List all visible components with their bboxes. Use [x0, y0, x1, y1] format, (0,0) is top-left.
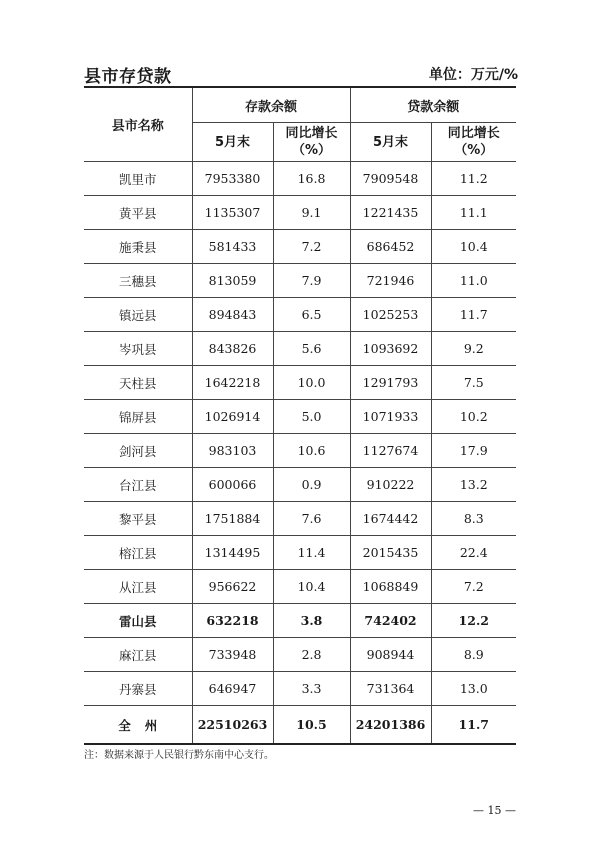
loan-yoy-cell: 11.0: [431, 264, 516, 298]
loan-balance-cell: 1291793: [350, 366, 431, 400]
yoy-unit: （%）: [454, 143, 494, 158]
county-name-cell: 岑巩县: [84, 332, 192, 366]
deposit-balance-cell: 22510263: [192, 706, 273, 745]
total-row: [84, 706, 516, 745]
table-row: [84, 536, 516, 570]
deposit-yoy-cell: 6.5: [273, 298, 350, 332]
loan-yoy-cell: 17.9: [431, 434, 516, 468]
table-row: [84, 162, 516, 196]
table-row: [84, 570, 516, 604]
county-name-cell: 天柱县: [84, 366, 192, 400]
loan-yoy-cell: 9.2: [431, 332, 516, 366]
county-name-cell: 剑河县: [84, 434, 192, 468]
header-deposit-group: 存款余额: [192, 87, 350, 123]
loan-balance-cell: 1674442: [350, 502, 431, 536]
deposit-loan-table: [84, 86, 516, 745]
deposit-yoy-cell: 7.2: [273, 230, 350, 264]
table-row: [84, 502, 516, 536]
table-row: [84, 332, 516, 366]
loan-balance-cell: 686452: [350, 230, 431, 264]
header-loan-group: 贷款余额: [350, 87, 516, 123]
loan-balance-cell: 742402: [350, 604, 431, 638]
deposit-yoy-cell: 5.0: [273, 400, 350, 434]
header-row-groups: [84, 87, 516, 123]
county-name-cell: 锦屏县: [84, 400, 192, 434]
source-note: 注：数据来源于人民银行黔东南中心支行。: [84, 750, 274, 761]
county-name-cell: 凯里市: [84, 162, 192, 196]
loan-balance-cell: 1068849: [350, 570, 431, 604]
deposit-yoy-cell: 3.3: [273, 672, 350, 706]
county-name-cell: 从江县: [84, 570, 192, 604]
loan-yoy-cell: 13.0: [431, 672, 516, 706]
loan-yoy-cell: 12.2: [431, 604, 516, 638]
loan-balance-cell: 910222: [350, 468, 431, 502]
county-name-cell: 台江县: [84, 468, 192, 502]
yoy-label: 同比增长: [447, 126, 500, 141]
loan-balance-cell: 731364: [350, 672, 431, 706]
deposit-yoy-cell: 3.8: [273, 604, 350, 638]
table-row: [84, 196, 516, 230]
deposit-balance-cell: 1642218: [192, 366, 273, 400]
loan-balance-cell: 7909548: [350, 162, 431, 196]
loan-balance-cell: 2015435: [350, 536, 431, 570]
deposit-balance-cell: 1026914: [192, 400, 273, 434]
table-row: [84, 298, 516, 332]
deposit-balance-cell: 983103: [192, 434, 273, 468]
loan-yoy-cell: 13.2: [431, 468, 516, 502]
deposit-balance-cell: 894843: [192, 298, 273, 332]
loan-balance-cell: 721946: [350, 264, 431, 298]
loan-yoy-cell: 7.5: [431, 366, 516, 400]
header-loan-month-end: 5月末: [350, 123, 431, 162]
loan-balance-cell: 1071933: [350, 400, 431, 434]
deposit-balance-cell: 813059: [192, 264, 273, 298]
page-title: 县市存贷款: [84, 67, 172, 87]
page-number: — 15 —: [473, 804, 516, 817]
county-name-cell: 全州: [84, 706, 192, 745]
loan-balance-cell: 1221435: [350, 196, 431, 230]
county-name-cell: 施秉县: [84, 230, 192, 264]
loan-yoy-cell: 10.2: [431, 400, 516, 434]
table-row: [84, 468, 516, 502]
deposit-balance-cell: 733948: [192, 638, 273, 672]
deposit-yoy-cell: 10.5: [273, 706, 350, 745]
deposit-balance-cell: 1314495: [192, 536, 273, 570]
header-deposit-month-end: 5月末: [192, 123, 273, 162]
header-deposit-yoy: [273, 123, 350, 162]
loan-yoy-cell: 22.4: [431, 536, 516, 570]
loan-balance-cell: 1127674: [350, 434, 431, 468]
loan-balance-cell: 1025253: [350, 298, 431, 332]
loan-yoy-cell: 11.7: [431, 298, 516, 332]
table-row: [84, 264, 516, 298]
loan-yoy-cell: 8.9: [431, 638, 516, 672]
county-name-cell: 黄平县: [84, 196, 192, 230]
county-name-cell: 三穗县: [84, 264, 192, 298]
county-name-cell: 丹寨县: [84, 672, 192, 706]
deposit-yoy-cell: 7.9: [273, 264, 350, 298]
yoy-unit: （%）: [291, 143, 332, 158]
loan-yoy-cell: 8.3: [431, 502, 516, 536]
table-row: [84, 672, 516, 706]
deposit-yoy-cell: 7.6: [273, 502, 350, 536]
loan-yoy-cell: 10.4: [431, 230, 516, 264]
deposit-yoy-cell: 10.4: [273, 570, 350, 604]
county-name-cell: 雷山县: [84, 604, 192, 638]
deposit-yoy-cell: 2.8: [273, 638, 350, 672]
deposit-yoy-cell: 16.8: [273, 162, 350, 196]
deposit-balance-cell: 600066: [192, 468, 273, 502]
loan-balance-cell: 908944: [350, 638, 431, 672]
deposit-balance-cell: 581433: [192, 230, 273, 264]
table-row: [84, 366, 516, 400]
deposit-yoy-cell: 10.0: [273, 366, 350, 400]
county-name-cell: 黎平县: [84, 502, 192, 536]
yoy-label: 同比增长: [285, 126, 338, 141]
deposit-balance-cell: 1751884: [192, 502, 273, 536]
county-name-cell: 镇远县: [84, 298, 192, 332]
table-row: [84, 400, 516, 434]
loan-yoy-cell: 11.2: [431, 162, 516, 196]
deposit-balance-cell: 1135307: [192, 196, 273, 230]
deposit-yoy-cell: 5.6: [273, 332, 350, 366]
table-row: [84, 230, 516, 264]
deposit-balance-cell: 956622: [192, 570, 273, 604]
loan-yoy-cell: 7.2: [431, 570, 516, 604]
deposit-yoy-cell: 0.9: [273, 468, 350, 502]
loan-balance-cell: 1093692: [350, 332, 431, 366]
deposit-balance-cell: 646947: [192, 672, 273, 706]
table-row: [84, 638, 516, 672]
deposit-balance-cell: 632218: [192, 604, 273, 638]
unit-label: 单位：万元/%: [428, 67, 518, 83]
header-county: 县市名称: [84, 87, 192, 162]
header-loan-yoy: [431, 123, 516, 162]
table-body: [84, 162, 516, 745]
county-name-cell: 麻江县: [84, 638, 192, 672]
deposit-balance-cell: 843826: [192, 332, 273, 366]
deposit-yoy-cell: 10.6: [273, 434, 350, 468]
deposit-yoy-cell: 9.1: [273, 196, 350, 230]
loan-yoy-cell: 11.1: [431, 196, 516, 230]
loan-balance-cell: 24201386: [350, 706, 431, 745]
county-name-cell: 榕江县: [84, 536, 192, 570]
deposit-yoy-cell: 11.4: [273, 536, 350, 570]
table-row: [84, 434, 516, 468]
loan-yoy-cell: 11.7: [431, 706, 516, 745]
deposit-balance-cell: 7953380: [192, 162, 273, 196]
table-row: [84, 604, 516, 638]
